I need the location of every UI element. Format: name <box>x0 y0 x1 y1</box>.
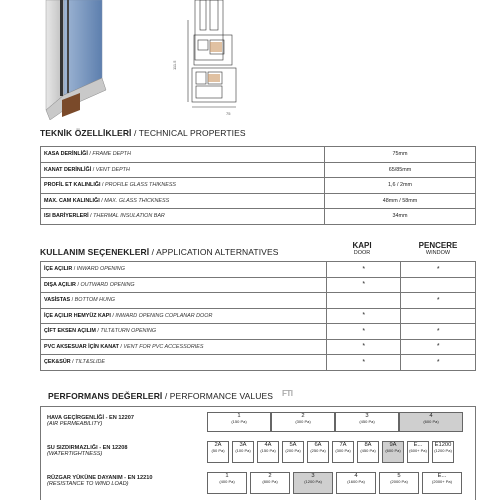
technical-row-label: KASA DERİNLİĞİ / FRAME DEPTH <box>41 147 325 163</box>
door-mark: * <box>326 339 401 355</box>
performance-title-en: / PERFORMANCE VALUES <box>162 391 273 401</box>
window-mark <box>401 308 476 324</box>
class-pressure: (2000+ Pa) <box>432 479 452 484</box>
profile-corner-photo <box>40 0 108 120</box>
class-value: E... <box>437 473 447 479</box>
class-value: 5 <box>397 473 401 479</box>
label-en: VENT FOR PVC ACCESSORIES <box>123 343 204 350</box>
technical-table <box>40 146 476 225</box>
class-pressure: (1200 Pa) <box>434 448 452 453</box>
water-class-cell <box>382 441 404 463</box>
air-label <box>47 415 134 427</box>
technical-title-en: / TECHNICAL PROPERTIES <box>131 128 246 138</box>
application-row <box>41 324 476 340</box>
section-drawing <box>180 0 280 115</box>
class-pressure: (800 Pa) <box>262 479 278 484</box>
label-en: TILT&TURN OPENING <box>100 328 157 335</box>
water-class-cell <box>332 441 354 463</box>
application-row <box>41 339 476 355</box>
label-en: FRAME DEPTH <box>92 151 131 158</box>
door-mark <box>326 293 401 309</box>
technical-row-value: 48mm / 58mm <box>325 193 476 209</box>
class-pressure: (300 Pa) <box>295 419 311 424</box>
performance-title <box>48 391 273 401</box>
wind-class-cell <box>250 472 290 494</box>
water-label-tr: SU SIZDIRMAZLIĞI - EN 12208 <box>47 445 128 451</box>
air-class-cell <box>271 412 335 432</box>
dimension-height: 111.5 <box>172 60 177 70</box>
class-value: 3 <box>311 473 315 479</box>
col-window-tr: PENCERE <box>418 241 458 250</box>
label-tr: MAX. CAM KALINLIĞI <box>44 197 100 204</box>
class-pressure: (2000 Pa) <box>390 479 408 484</box>
class-value: 4 <box>354 473 358 479</box>
class-pressure: (200 Pa) <box>285 448 301 453</box>
application-row <box>41 308 476 324</box>
water-class-cell <box>282 441 304 463</box>
door-mark: * <box>326 308 401 324</box>
col-window-header <box>400 241 476 256</box>
class-pressure: (250 Pa) <box>310 448 326 453</box>
label-en: OUTWARD OPENING <box>80 281 135 288</box>
technical-row <box>41 193 476 209</box>
wind-class-cell <box>293 472 333 494</box>
water-class-cell <box>207 441 229 463</box>
window-mark: * <box>401 293 476 309</box>
label-en: VENT DEPTH <box>95 166 130 173</box>
wind-label-tr: RÜZGAR YÜKÜNE DAYANIM - EN 12210 <box>47 475 153 481</box>
class-pressure: (50 Pa) <box>211 448 225 453</box>
label-en: INWARD OPENING COPLANAR DOOR <box>115 312 213 319</box>
water-class-cell <box>432 441 454 463</box>
class-value: 1 <box>237 413 241 419</box>
class-pressure: (150 Pa) <box>260 448 276 453</box>
label-en: INWARD OPENING <box>76 266 125 273</box>
water-label-en: (WATERTIGHTNESS) <box>47 451 103 457</box>
label-tr: PVC AKSESUAR İÇİN KANAT <box>44 343 119 350</box>
air-class-cell <box>399 412 463 432</box>
application-row-label: VASİSTAS / BOTTOM HUNG <box>41 293 327 309</box>
label-tr: DIŞA AÇILIR <box>44 281 76 288</box>
window-mark: * <box>401 339 476 355</box>
class-value: E1200 <box>434 442 452 448</box>
fti-logo: FTI <box>282 389 293 398</box>
application-row <box>41 293 476 309</box>
label-en: THERMAL INSULATION BAR <box>93 213 165 220</box>
water-class-cell <box>232 441 254 463</box>
air-label-en: (AIR PERMEABILITY) <box>47 421 103 427</box>
class-value: 9A <box>389 442 397 448</box>
wind-label-en: (RESISTANCE TO WIND LOAD) <box>47 481 129 487</box>
class-value: 8A <box>364 442 372 448</box>
class-value: 6A <box>314 442 322 448</box>
class-pressure: (1200 Pa) <box>304 479 322 484</box>
application-row-label: ÇİFT EKSEN AÇILIM / TILT&TURN OPENING <box>41 324 327 340</box>
technical-title <box>40 128 246 138</box>
class-value: 5A <box>289 442 297 448</box>
class-value: 4A <box>264 442 272 448</box>
technical-row <box>41 147 476 163</box>
technical-title-tr: TEKNİK ÖZELLİKLERİ <box>40 128 132 138</box>
air-class-cell <box>207 412 271 432</box>
door-mark: * <box>326 262 401 278</box>
class-pressure: (450 Pa) <box>360 448 376 453</box>
water-class-cell <box>307 441 329 463</box>
window-mark: * <box>401 262 476 278</box>
label-en: TILT&SLIDE <box>75 359 106 366</box>
label-tr: ÇİFT EKSEN AÇILIM <box>44 328 96 335</box>
applications-title-en: / APPLICATION ALTERNATIVES <box>149 247 279 257</box>
class-value: 4 <box>429 413 433 419</box>
window-mark <box>401 277 476 293</box>
wind-class-cell <box>379 472 419 494</box>
label-en: BOTTOM HUNG <box>74 297 116 304</box>
application-row-label: İÇE AÇILIR HEMYÜZ KAPI / INWARD OPENING COPLANAR DOOR <box>41 308 327 324</box>
technical-row-value: 75mm <box>325 147 476 163</box>
application-row-label: ÇEK&SÜR / TILT&SLIDE <box>41 355 327 371</box>
water-label <box>47 445 128 457</box>
technical-row <box>41 178 476 194</box>
class-pressure: (100 Pa) <box>235 448 251 453</box>
class-value: 7A <box>339 442 347 448</box>
class-value: 2 <box>268 473 272 479</box>
class-value: 2A <box>214 442 222 448</box>
class-value: 3 <box>365 413 369 419</box>
applications-title <box>40 247 279 257</box>
performance-title-tr: PERFORMANS DEĞERLERİ <box>48 391 163 401</box>
label-en: PROFILE GLASS THIKNESS <box>105 182 177 189</box>
col-door-header <box>324 241 400 256</box>
window-mark: * <box>401 324 476 340</box>
label-tr: ÇEK&SÜR <box>44 359 71 366</box>
label-tr: VASİSTAS <box>44 297 71 304</box>
door-mark: * <box>326 324 401 340</box>
application-row <box>41 277 476 293</box>
class-pressure: (600+ Pa) <box>409 448 427 453</box>
technical-row-label: PROFİL ET KALINLIĞI / PROFILE GLASS THIKNESS <box>41 178 325 194</box>
application-row <box>41 262 476 278</box>
label-tr: İÇE AÇILIR <box>44 266 73 273</box>
class-value: 2 <box>301 413 305 419</box>
label-en: MAX. GLASS THICKNESS <box>104 197 170 204</box>
class-value: 3A <box>239 442 247 448</box>
class-pressure: (150 Pa) <box>231 419 247 424</box>
class-value: 1 <box>225 473 229 479</box>
col-door-en: DOOR <box>353 250 371 256</box>
dimension-width: 75 <box>226 111 231 116</box>
technical-row <box>41 162 476 178</box>
class-pressure: (600 Pa) <box>423 419 439 424</box>
performance-panel <box>40 406 476 500</box>
application-row-label: İÇE AÇILIR / INWARD OPENING <box>41 262 327 278</box>
door-mark: * <box>326 277 401 293</box>
class-value: E... <box>413 442 423 448</box>
label-tr: PROFİL ET KALINLIĞI <box>44 182 101 189</box>
technical-row-label: KANAT DERİNLİĞİ / VENT DEPTH <box>41 162 325 178</box>
class-pressure: (1600 Pa) <box>347 479 365 484</box>
class-pressure: (400 Pa) <box>219 479 235 484</box>
air-label-tr: HAVA GEÇİRGENLİĞİ - EN 12207 <box>47 415 134 421</box>
class-pressure: (300 Pa) <box>335 448 351 453</box>
water-class-cell <box>257 441 279 463</box>
wind-class-cell <box>336 472 376 494</box>
col-window-en: WINDOW <box>425 250 451 256</box>
label-tr: KASA DERİNLİĞİ <box>44 151 88 158</box>
technical-row-value: 34mm <box>325 209 476 225</box>
label-tr: KANAT DERİNLİĞİ <box>44 166 92 173</box>
air-class-cell <box>335 412 399 432</box>
application-row-label: PVC AKSESUAR İÇİN KANAT / VENT FOR PVC ACCESSORIES <box>41 339 327 355</box>
applications-table <box>40 261 476 371</box>
water-class-cell <box>407 441 429 463</box>
class-pressure: (600 Pa) <box>385 448 401 453</box>
application-row <box>41 355 476 371</box>
water-class-cell <box>357 441 379 463</box>
applications-title-tr: KULLANIM SEÇENEKLERİ <box>40 247 150 257</box>
col-door-tr: KAPI <box>352 241 372 250</box>
door-mark: * <box>326 355 401 371</box>
window-mark: * <box>401 355 476 371</box>
application-row-label: DIŞA AÇILIR / OUTWARD OPENING <box>41 277 327 293</box>
class-pressure: (450 Pa) <box>359 419 375 424</box>
wind-class-cell <box>422 472 462 494</box>
technical-row <box>41 209 476 225</box>
wind-label <box>47 475 152 487</box>
label-tr: ISI BARİYERLERİ <box>44 213 89 220</box>
wind-class-cell <box>207 472 247 494</box>
technical-row-label: ISI BARİYERLERİ / THERMAL INSULATION BAR <box>41 209 325 225</box>
technical-row-value: 65/85mm <box>325 162 476 178</box>
technical-row-value: 1,6 / 2mm <box>325 178 476 194</box>
technical-row-label: MAX. CAM KALINLIĞI / MAX. GLASS THICKNESS <box>41 193 325 209</box>
label-tr: İÇE AÇILIR HEMYÜZ KAPI <box>44 312 111 319</box>
